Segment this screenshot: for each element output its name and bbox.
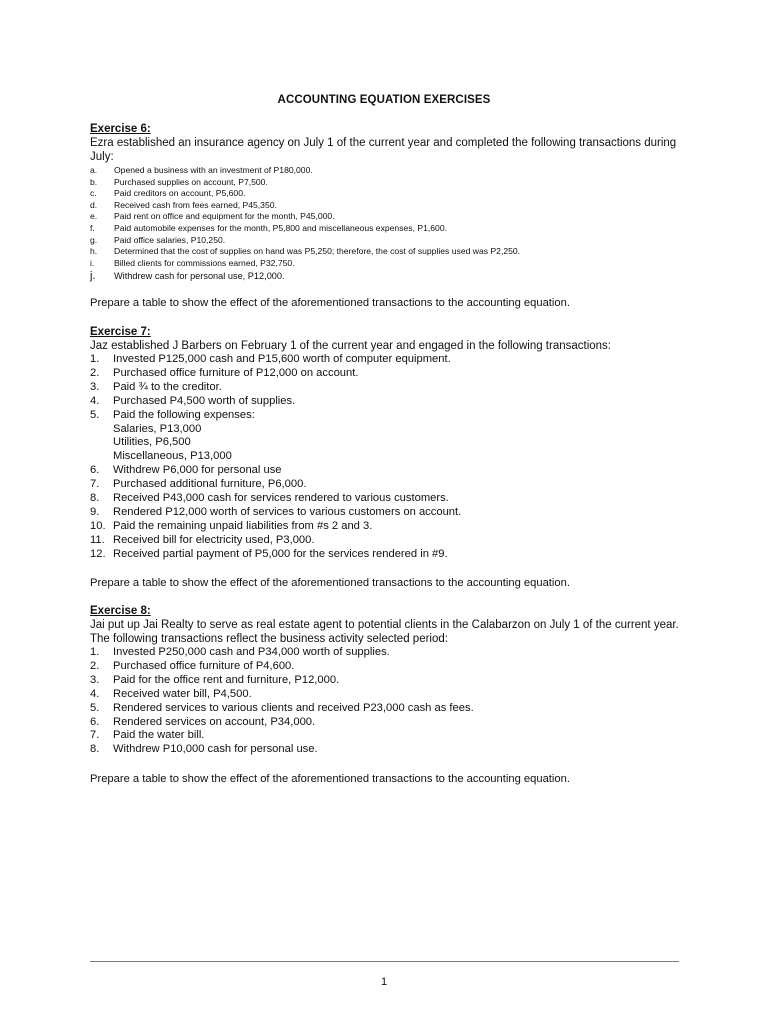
page-number: 1: [380, 976, 388, 988]
list-item: [90, 506, 690, 520]
list-marker: e.: [90, 211, 98, 222]
list-item-text: Determined that the cost of supplies on hand was P5,250; therefore, the cost of supplies used was P2,250.: [114, 246, 521, 257]
exercise-7-transaction-list-continued: [90, 464, 690, 561]
list-item: [90, 464, 690, 478]
list-item: [90, 188, 690, 200]
list-item: [90, 729, 690, 743]
footer-divider: [90, 961, 679, 962]
list-item: [90, 492, 690, 506]
list-marker: g.: [90, 234, 98, 245]
list-marker: 10.: [90, 519, 106, 532]
list-marker: 6.: [90, 464, 100, 477]
list-item-text: Purchased supplies on account, P7,500.: [114, 176, 268, 187]
list-item-text: Received bill for electricity used, P3,000.: [113, 533, 315, 546]
list-item: [90, 353, 690, 367]
list-marker: 8.: [90, 743, 100, 756]
list-item: [90, 269, 690, 283]
list-item-text: Received cash from fees earned, P45,350.: [114, 199, 277, 210]
list-item: [90, 688, 690, 702]
list-item-text: Invested P250,000 cash and P34,000 worth of supplies.: [113, 646, 390, 658]
list-item-text: Paid ¾ to the creditor.: [113, 380, 222, 393]
list-item-text: Billed clients for commissions earned, P32,750.: [114, 257, 295, 268]
list-marker: 5.: [90, 701, 100, 714]
list-marker: j.: [90, 270, 96, 283]
list-item: [90, 235, 690, 247]
list-item-text: Paid the water bill.: [113, 729, 205, 742]
list-item: [90, 716, 690, 730]
list-item: [90, 660, 690, 674]
list-marker: 3.: [90, 673, 100, 686]
list-item: [90, 743, 690, 757]
list-item-text: Received water bill, P4,500.: [113, 687, 252, 700]
exercise-7: [90, 325, 690, 562]
list-marker: 3.: [90, 380, 100, 393]
list-item: [90, 200, 690, 212]
list-item: [90, 258, 690, 270]
list-item-text: Rendered services on account, P34,000.: [113, 715, 316, 728]
expense-line: Utilities, P6,500: [113, 436, 191, 449]
list-item-text: Paid automobile expenses for the month, P5,800 and miscellaneous expenses, P1,600.: [114, 222, 447, 233]
exercise-6-heading: Exercise 6:: [90, 123, 151, 135]
list-item: [90, 674, 690, 688]
list-marker: 4.: [90, 687, 100, 700]
list-item-text: Paid rent on office and equipment for the month, P45,000.: [114, 211, 335, 222]
exercise-7-transaction-list: [90, 353, 690, 423]
list-item-text: Purchased office furniture of P4,600.: [113, 659, 295, 672]
expense-sublist: [90, 423, 690, 465]
exercise-8-instruction: Prepare a table to show the effect of the aforementioned transactions to the accounting equation.: [90, 773, 570, 785]
list-item: [90, 381, 690, 395]
list-item: [90, 548, 690, 562]
list-marker: 11.: [90, 533, 105, 546]
exercise-8-intro: Jai put up Jai Realty to serve as real estate agent to potential clients in the Calabarzon on July 1 of the current year. The following transactions reflect the business activity selected period:: [90, 619, 679, 645]
list-marker: 7.: [90, 478, 100, 491]
list-item: [90, 395, 690, 409]
list-marker: 7.: [90, 729, 100, 742]
list-marker: 9.: [90, 505, 100, 518]
list-marker: 8.: [90, 492, 100, 505]
list-marker: 6.: [90, 715, 100, 728]
list-item: [90, 223, 690, 235]
list-marker: 4.: [90, 394, 100, 407]
expense-line: Miscellaneous, P13,000: [113, 450, 232, 463]
list-item: [90, 367, 690, 381]
list-item: [90, 478, 690, 492]
expense-line: Salaries, P13,000: [113, 422, 202, 435]
list-item-text: Paid for the office rent and furniture, P12,000.: [113, 673, 340, 686]
list-item: [90, 520, 690, 534]
list-item-text: Paid the following expenses:: [113, 408, 255, 421]
list-item-text: Opened a business with an investment of P180,000.: [114, 165, 313, 175]
list-marker: 1.: [90, 353, 100, 365]
list-item: [90, 211, 690, 223]
list-marker: 2.: [90, 659, 100, 672]
list-item-text: Purchased P4,500 worth of supplies.: [113, 394, 296, 407]
list-marker: i.: [90, 257, 95, 268]
exercise-6-intro: Ezra established an insurance agency on July 1 of the current year and completed the following transactions during July:: [90, 137, 677, 163]
list-item-text: Withdrew P6,000 for personal use: [113, 464, 282, 477]
exercise-7-heading: Exercise 7:: [90, 326, 151, 338]
list-item: [90, 409, 690, 423]
exercise-6-instruction: Prepare a table to show the effect of the aforementioned transactions to the accounting equation.: [90, 297, 570, 309]
list-item-text: Paid office salaries, P10,250.: [114, 234, 226, 245]
page-title: ACCOUNTING EQUATION EXERCISES: [277, 94, 491, 106]
list-item-text: Paid the remaining unpaid liabilities from #s 2 and 3.: [113, 519, 373, 532]
list-item-text: Paid creditors on account, P5,600.: [114, 188, 246, 199]
list-item: [90, 165, 690, 177]
list-item-text: Received P43,000 cash for services rendered to various customers.: [113, 492, 449, 505]
list-item-text: Purchased additional furniture, P6,000.: [113, 478, 307, 491]
list-marker: 12.: [90, 547, 106, 560]
list-item-text: Withdrew cash for personal use, P12,000.: [114, 271, 285, 282]
list-marker: a.: [90, 165, 98, 175]
exercise-8: [90, 604, 690, 757]
list-marker: 5.: [90, 408, 100, 421]
list-item-text: Withdrew P10,000 cash for personal use.: [113, 743, 318, 756]
exercise-7-intro: Jaz established J Barbers on February 1 of the current year and engaged in the following transactions:: [90, 340, 611, 352]
list-marker: d.: [90, 199, 98, 210]
exercise-6: [90, 122, 690, 283]
exercise-8-heading: Exercise 8:: [90, 605, 151, 617]
list-item-text: Rendered P12,000 worth of services to various customers on account.: [113, 505, 462, 518]
list-item-text: Invested P125,000 cash and P15,600 worth of computer equipment.: [113, 353, 451, 365]
list-marker: 1.: [90, 646, 100, 658]
list-item: [90, 177, 690, 189]
list-item: [90, 246, 690, 258]
list-item-text: Received partial payment of P5,000 for the services rendered in #9.: [113, 547, 448, 560]
list-item: [90, 702, 690, 716]
list-marker: 2.: [90, 366, 100, 379]
list-marker: c.: [90, 188, 97, 199]
list-marker: f.: [90, 222, 95, 233]
list-item-text: Rendered services to various clients and received P23,000 cash as fees.: [113, 701, 474, 714]
list-item-text: Purchased office furniture of P12,000 on account.: [113, 366, 359, 379]
exercise-7-instruction: Prepare a table to show the effect of the aforementioned transactions to the accounting equation.: [90, 577, 570, 589]
exercise-8-transaction-list: [90, 646, 690, 757]
exercise-6-transaction-list: [90, 165, 690, 283]
list-marker: b.: [90, 176, 98, 187]
list-item: [90, 534, 690, 548]
list-marker: h.: [90, 246, 98, 257]
list-item: [90, 646, 690, 660]
